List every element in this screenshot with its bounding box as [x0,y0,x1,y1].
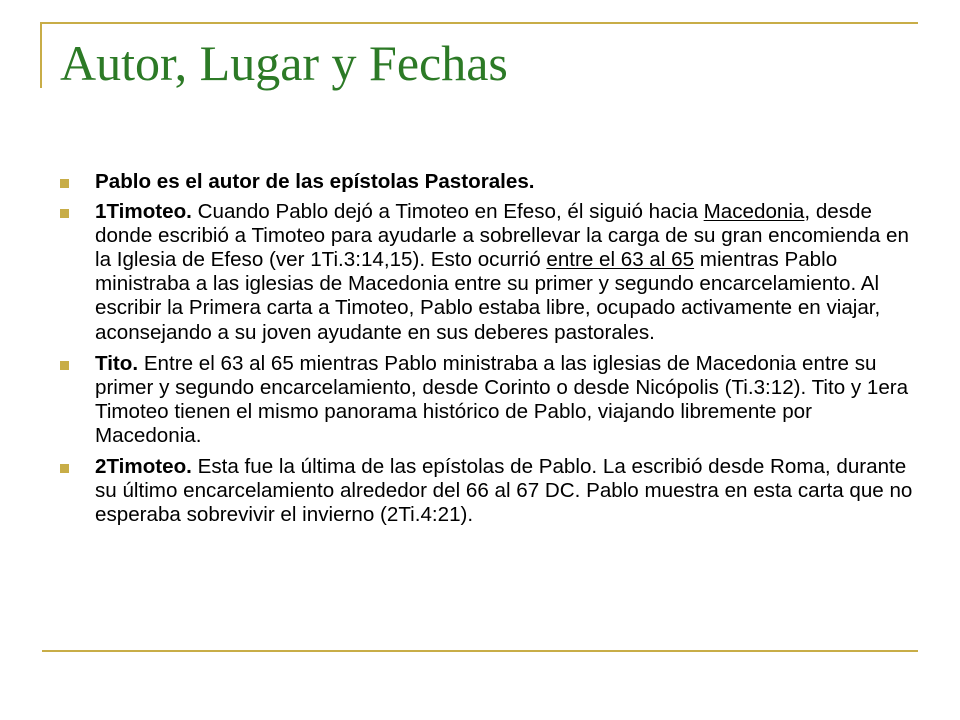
left-divider [40,22,42,88]
bullet-item-tito [60,352,920,448]
square-bullet-icon [60,464,69,473]
bottom-divider [42,650,918,652]
underlined-macedonia: Macedonia [703,200,805,224]
bullet-text-2timoteo: Esta fue la última de las epístolas de Pablo. La escribió desde Roma, durante su último encarcelamiento alrededor del 66 al 67 DC. Pablo muestra en esta carta que no esperaba sobrevivir el invierno (2Ti.4:21). [95,455,913,527]
bullet-list [60,170,920,534]
underlined-date-range: entre el 63 al 65 [546,248,695,272]
bullet-item-author [60,170,920,194]
bullet-text-1timoteo-part-2: , desde donde escribió a Timoteo para ayudarle a sobrellevar la carga de su gran encomienda en la Iglesia de Efeso (ver 1Ti.3:14,15). Esto ocurrió [95,200,909,272]
bullet-lead-2timoteo: 2Timoteo. [95,455,192,479]
square-bullet-icon [60,179,69,188]
square-bullet-icon [60,209,69,218]
bullet-lead-tito: Tito. [95,351,139,375]
top-divider [42,22,918,24]
bullet-text-1timoteo-part-3: mientras Pablo ministraba a las iglesias de Macedonia entre su primer y segundo encarcelamiento. Al escribir la Primera carta a Timoteo, Pablo estaba libre, ocupado activamente en viajar, aconsejando a su joven ayudante en sus deberes pastorales. [95,248,881,344]
bullet-item-1timoteo [60,200,920,345]
bullet-lead-1timoteo: 1Timoteo. [95,200,192,224]
slide-title: Autor, Lugar y Fechas [60,35,508,91]
bullet-text-1timoteo-part-1: Cuando Pablo dejó a Timoteo en Efeso, él siguió hacia [191,200,704,224]
square-bullet-icon [60,361,69,370]
bullet-text-tito: Entre el 63 al 65 mientras Pablo ministraba a las iglesias de Macedonia entre su primer y segundo encarcelamiento, desde Corinto o desde Nicópolis (Ti.3:12). Tito y 1era Timoteo tienen el mismo panorama histórico de Pablo, viajando libremente por Macedonia. [95,351,909,447]
bullet-item-2timoteo [60,455,920,527]
bullet-lead-author: Pablo es el autor de las epístolas Pastorales. [95,170,535,193]
